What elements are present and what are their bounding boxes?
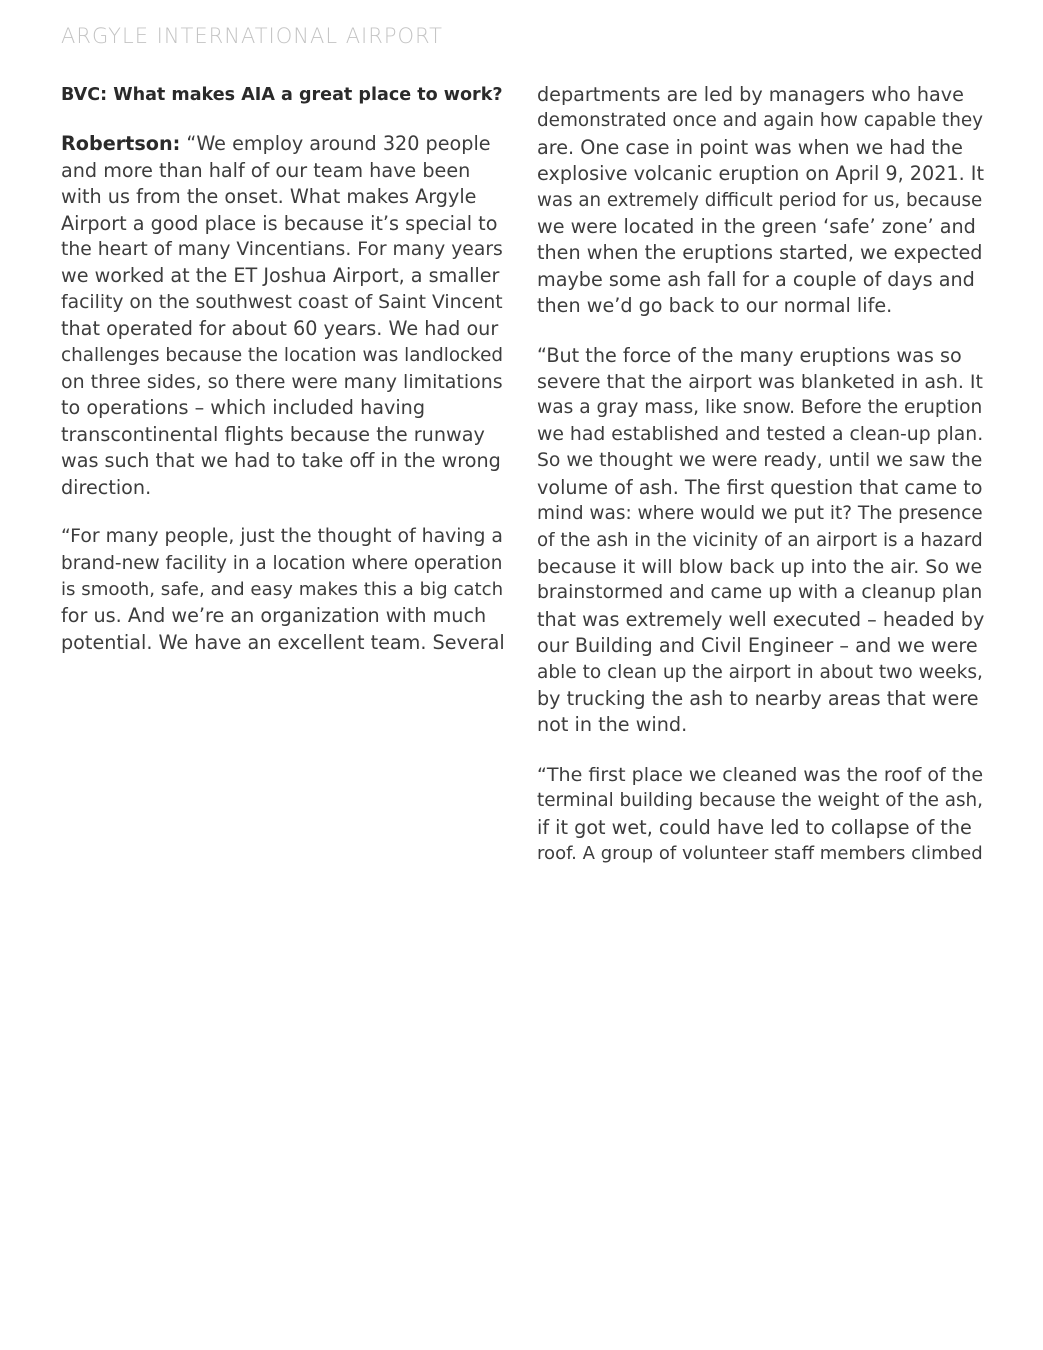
text-line: departments are led by managers who have <box>537 83 964 106</box>
text-line: is smooth, safe, and easy makes this a big catch <box>61 578 504 600</box>
text-line <box>61 131 505 157</box>
text-line: we were located in the green ‘safe’ zone’ and <box>537 215 976 239</box>
body-paragraph <box>61 524 505 656</box>
speaker-label: Robertson: <box>61 132 181 156</box>
body-paragraph <box>537 762 985 868</box>
text-line: on three sides, so there were many limitations <box>61 371 503 394</box>
text-line: was a gray mass, like snow. Before the eruption <box>537 397 983 419</box>
text-line: roof. A group of volunteer staff members climbed <box>537 842 983 864</box>
running-header: ARGYLE INTERNATIONAL AIRPORT <box>61 24 443 48</box>
text-line: and more than half of our team have been <box>61 158 471 182</box>
text-line: for us. And we’re an organization with much <box>61 604 487 628</box>
text-line: mind was: where would we put it? The presence <box>537 503 983 525</box>
text-line: potential. We have an excellent team. Several <box>61 630 505 654</box>
text-line: So we thought we were ready, until we saw the <box>537 450 983 472</box>
text-line: challenges because the location was landlocked <box>61 344 504 366</box>
text-line: direction. <box>61 475 152 499</box>
text-line: facility on the southwest coast of Saint Vincent <box>61 291 503 313</box>
text-line: volume of ash. The first question that came to <box>537 475 983 499</box>
text-line: transcontinental flights because the runway <box>61 422 485 446</box>
text-line: severe that the airport was blanketed in ash. It <box>537 371 983 394</box>
right-column <box>537 82 985 890</box>
interview-question: BVC: What makes AIA a great place to work? <box>61 85 503 105</box>
text-line: “The first place we cleaned was the roof of the <box>537 763 984 786</box>
answer-paragraph <box>61 131 505 501</box>
text-line: terminal building because the weight of the ash, <box>537 790 984 812</box>
text-line: demonstrated once and again how capable they <box>537 110 984 132</box>
text-line: because it will blow back up into the air. So we <box>537 555 983 578</box>
text-line: with us from the onset. What makes Argyle <box>61 185 477 209</box>
text-line: “But the force of the many eruptions was so <box>537 343 962 367</box>
text-line: by trucking the ash to nearby areas that were <box>537 686 979 710</box>
left-column <box>61 82 505 679</box>
text-line: to operations – which included having <box>61 396 426 420</box>
text-line: the heart of many Vincentians. For many years <box>61 239 503 261</box>
text-line: was an extremely difficult period for us, because <box>537 189 983 211</box>
text-line: are. One case in point was when we had the <box>537 135 963 159</box>
text-line: able to clean up the airport in about two weeks, <box>537 661 983 683</box>
text-line: then we’d go back to our normal life. <box>537 294 893 318</box>
text-line: brainstormed and came up with a cleanup plan <box>537 582 983 604</box>
text-line: that was extremely well executed – headed by <box>537 607 985 631</box>
text-line: not in the wind. <box>537 713 688 737</box>
text-line: was such that we had to take off in the wrong <box>61 449 501 473</box>
text-line: we had established and tested a clean-up plan. <box>537 423 984 445</box>
text-line: our Building and Civil Engineer – and we were <box>537 634 978 658</box>
text-line: that operated for about 60 years. We had our <box>61 317 499 341</box>
text-line: maybe some ash fall for a couple of days and <box>537 267 975 291</box>
text-line: brand-new facility in a location where operation <box>61 552 503 574</box>
text-line: explosive volcanic eruption on April 9, 2021. It <box>537 162 984 186</box>
body-paragraph <box>537 343 985 739</box>
text-line: then when the eruptions started, we expected <box>537 241 983 265</box>
text-line: if it got wet, could have led to collapse of the <box>537 815 972 839</box>
body-paragraph <box>537 82 985 320</box>
answer-first-line: “We employ around 320 people <box>180 132 491 156</box>
text-line: “For many people, just the thought of having a <box>61 526 503 548</box>
text-line: of the ash in the vicinity of an airport is a hazard <box>537 529 983 551</box>
text-line: we worked at the ET Joshua Airport, a smaller <box>61 264 500 288</box>
text-line: Airport a good place is because it’s special to <box>61 211 498 235</box>
